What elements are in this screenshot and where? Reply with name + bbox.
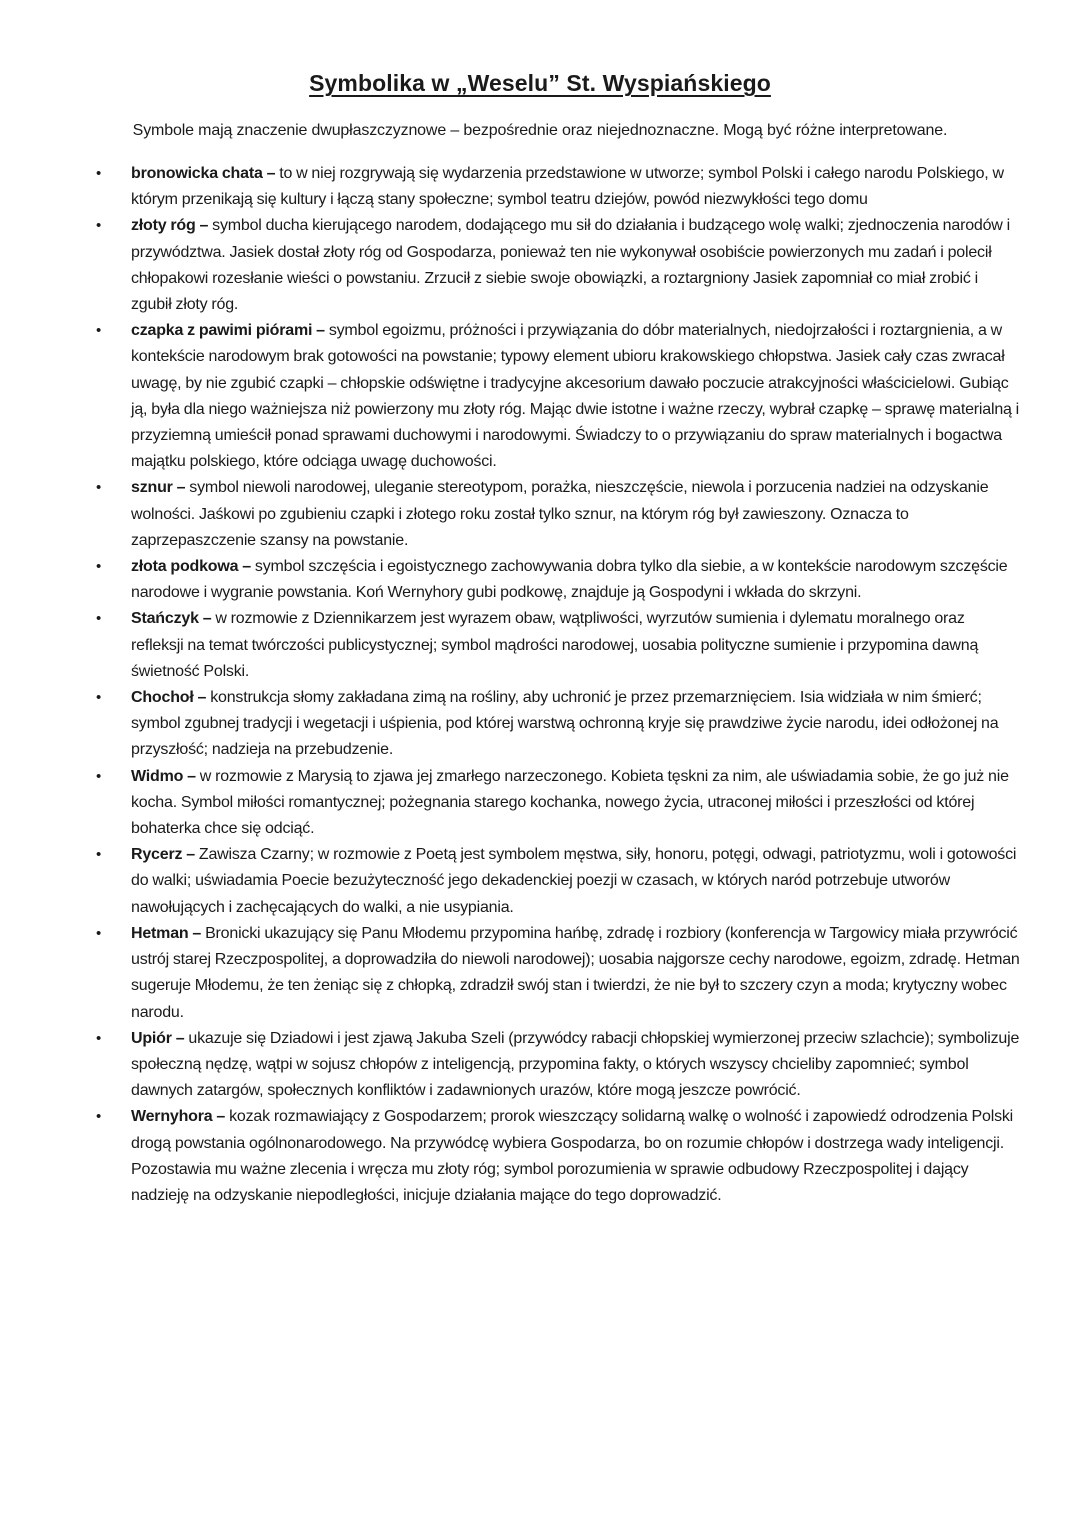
bullet-icon: • [96, 165, 102, 182]
list-item [93, 213, 1021, 318]
symbol-term: bronowicka chata – [131, 165, 276, 182]
list-item [93, 554, 1021, 606]
list-item [93, 685, 1021, 764]
symbol-list [93, 161, 1021, 1209]
list-item [93, 606, 1021, 685]
list-item [93, 161, 1021, 213]
symbol-description: Zawisza Czarny; w rozmowie z Poetą jest symbolem męstwa, siły, honoru, potęgi, odwagi, patriotyzmu, woli i gotowości do walki; uświadamia Poecie bezużyteczność jego dekadenckiej poezji w czasach, w których naród potrzebuje utworów nawołujących i zachęcających do walki, a nie usypiania. [131, 846, 1017, 916]
symbol-term: złoty róg – [131, 217, 209, 235]
symbol-description: to w niej rozgrywają się wydarzenia przedstawione w utworze; symbol Polski i całego narodu Polskiego, w którym przenikają się kultury i łączą stany społeczne; symbol teatru dziejów, powód niezwykłości tego domu [131, 165, 1004, 209]
list-item [93, 921, 1021, 1026]
symbol-term: czapka z pawimi piórami – [131, 322, 325, 340]
document-title: Symbolika w „Weselu” St. Wyspiańskiego [309, 70, 771, 96]
symbol-description: w rozmowie z Dziennikarzem jest wyrazem obaw, wątpliwości, wyrzutów sumienia i dylematu moralnego oraz refleksji na temat twórczości publicystycznej; symbol mądrości narodowej, uosabia polityczne sumienie i przypomina dawną świetność Polski. [131, 610, 979, 680]
bullet-icon: • [96, 767, 102, 785]
bullet-icon: • [96, 1108, 102, 1126]
symbol-term: sznur – [131, 479, 186, 497]
list-item [93, 1026, 1021, 1105]
bullet-icon: • [96, 479, 102, 497]
symbol-term: Upiór – [131, 1029, 185, 1047]
symbol-description: symbol szczęścia i egoistycznego zachowywania dobra tylko dla siebie, a w kontekście narodowym szczęście narodowe i wygranie powstania. Koń Wernyhory gubi podkowę, znajduje ją Gospodyni i wkłada do skrzyni. [131, 558, 1008, 602]
symbol-term: Rycerz – [131, 846, 195, 864]
symbol-term: Wernyhora – [131, 1108, 226, 1126]
list-item [93, 1104, 1021, 1209]
bullet-icon: • [96, 558, 102, 576]
symbol-term: złota podkowa – [131, 558, 251, 576]
bullet-icon: • [96, 322, 102, 340]
bullet-icon: • [96, 1029, 102, 1047]
symbol-term: Stańczyk – [131, 610, 212, 628]
symbol-description: kozak rozmawiający z Gospodarzem; prorok wieszczący solidarną walkę o wolność i zapowiedź odrodzenia Polski drogą powstania ogólnonarodowego. Na przywódcę wybiera Gospodarza, bo on rozumie chłopów i dostrzega wady inteligencji. Pozostawia mu ważne zlecenia i wręcza mu złoty róg; symbol porozumienia w sprawie odbudowy Rzeczpospolitej i dający nadzieję na odzyskanie niepodległości, inicjuje działania mające do tego doprowadzić. [131, 1108, 1014, 1204]
symbol-description: symbol ducha kierującego narodem, dodającego mu sił do działania i budzącego wolę walki; zjednoczenia narodów i przywództwa. Jasiek dostał złoty róg od Gospodarza, ponieważ ten nie wykonywał osobiście powierzonych mu zadań i polecił chłopakowi rozesłanie wieści o powstaniu. Zrzucił z siebie swoje obowiązki, a roztargniony Jasiek zapomniał co miał zrobić i zgubił złoty róg. [131, 217, 1010, 314]
symbol-description: Bronicki ukazujący się Panu Młodemu przypomina hańbę, zdradę i rozbiory (konferencja w Targowicy miała przywrócić ustrój starej Rzeczpospolitej, a doprowadziła do niewoli narodowej); uosabia najgorsze cechy narodowe, egoizm, zdradę. Hetman sugeruje Młodemu, że ten żeniąc się z chłopką, zdradził swój stan i twierdzi, że nie był to szczery czyn a moda; krytyczny wobec narodu. [131, 924, 1020, 1021]
symbol-description: w rozmowie z Marysią to zjawa jej zmarłego narzeczonego. Kobieta tęskni za nim, ale uświadamia sobie, że go już nie kocha. Symbol miłości romantycznej; pożegnania starego kochanka, nowego życia, utraconej miłości i przeszłości od której bohaterka chce się odciąć. [131, 767, 1009, 838]
symbol-term: Hetman – [131, 924, 202, 942]
bullet-icon: • [96, 846, 102, 864]
symbol-description: ukazuje się Dziadowi i jest zjawą Jakuba Szeli (przywódcy rabacji chłopskiej wymierzonej przeciw szlachcie); symbolizuje społeczną nędzę, wątpi w sojusz chłopów z inteligencją, przypomina fakty, o których wszyscy chcieliby zapomnieć; symbol dawnych zatargów, społecznych konfliktów i zadawnionych urazów, które mogą jeszcze powrócić. [131, 1029, 1020, 1100]
symbol-term: Widmo – [131, 767, 196, 785]
list-item [93, 764, 1021, 843]
list-item [93, 318, 1021, 475]
symbol-description: symbol egoizmu, próżności i przywiązania do dóbr materialnych, niedojrzałości i roztargnienia, a w kontekście narodowym brak gotowości na powstanie; typowy element ubioru krakowskiego chłopstwa. Jasiek cały czas zwracał uwagę, by nie zgubić czapki – chłopskie odświętne i tradycyjne akcesorium dawało poczucie atrakcyjności właścicielowi. Gubiąc ją, była dla niego ważniejsza niż powierzony mu złoty róg. Mając dwie istotne i ważne rzeczy, wybrał czapkę – sprawę materialną i przyziemną umieścił ponad sprawami duchowymi i narodowymi. Świadczy to o przywiązaniu do spraw materialnych i bogactwa majątku polskiego, które odciąga uwagę duchowości. [131, 322, 1020, 471]
intro-paragraph: Symbole mają znaczenie dwupłaszczyznowe – bezpośrednie oraz niejednoznaczne. Mogą być różne interpretowane. [132, 122, 948, 139]
list-item [93, 475, 1021, 554]
symbol-description: symbol niewoli narodowej, uleganie stereotypom, porażka, nieszczęście, niewola i porzucenia nadziei na odzyskanie wolności. Jaśkowi po zgubieniu czapki i złotego roku został tylko sznur, na którym róg był zawieszony. Oznacza to zaprzepaszczenie szansy na powstanie. [131, 479, 989, 549]
symbol-term: Chochoł – [131, 689, 207, 707]
list-item [93, 842, 1021, 921]
bullet-icon: • [96, 217, 102, 235]
bullet-icon: • [96, 924, 102, 942]
bullet-icon: • [96, 689, 102, 707]
symbol-description: konstrukcja słomy zakładana zimą na rośliny, aby uchronić je przez przemarznięciem. Isia widziała w nim śmierć; symbol zgubnej tradycji i wegetacji i uśpienia, pod której warstwą ochronną kryje się prawdziwe życie narodu, idei odłożonej na przyszłość; nadzieja na przebudzenie. [131, 689, 999, 759]
bullet-icon: • [96, 610, 102, 628]
